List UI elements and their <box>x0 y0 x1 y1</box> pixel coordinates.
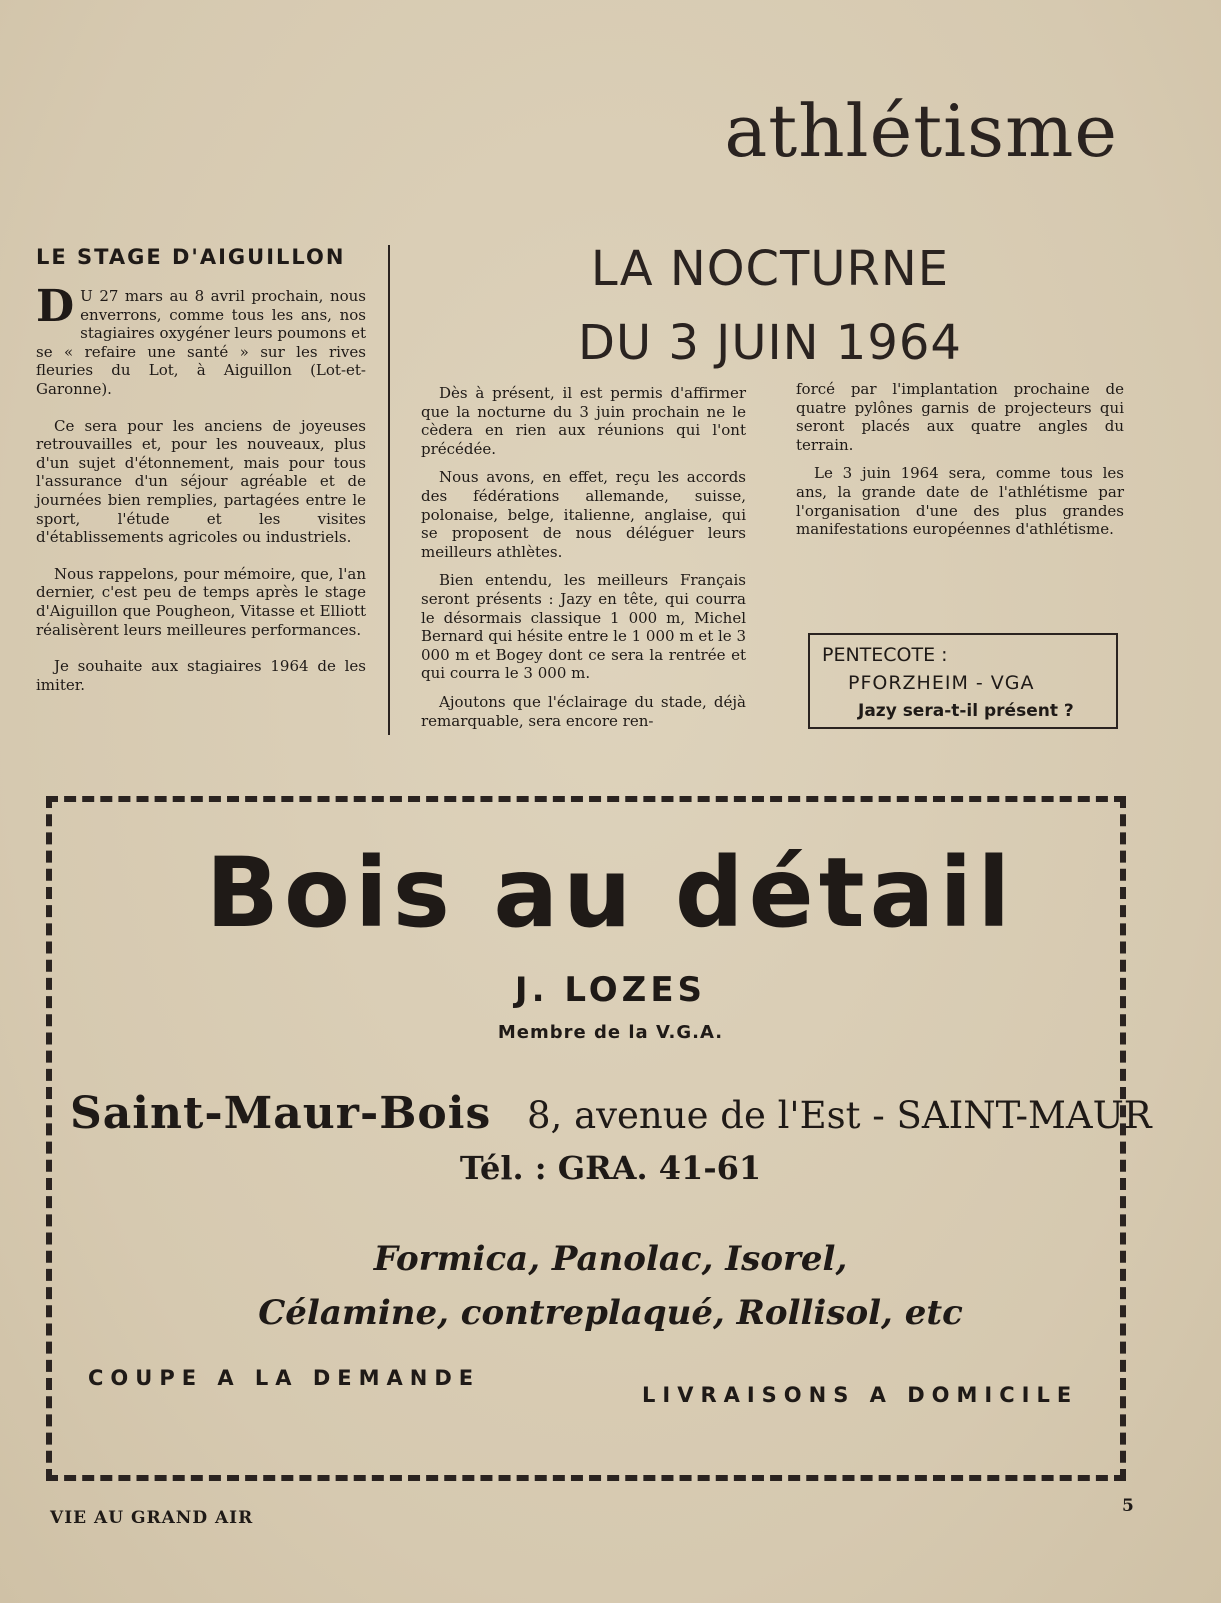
ad-brand: Saint-Maur-Bois <box>70 1088 492 1139</box>
ad-owner-name: J. LOZES <box>514 970 707 1010</box>
left-article-paragraph-4: Je souhaite aux stagiaires 1964 de les imiter. <box>36 657 366 694</box>
ad-membership: Membre de la V.G.A. <box>497 1022 724 1043</box>
ad-phone: Tél. : GRA. 41-61 <box>459 1149 762 1187</box>
main-article-paragraph-1: Dès à présent, il est permis d'affirmer que la nocturne du 3 juin prochain ne le cèdera en rien aux réunions qui l'ont précédée. <box>421 384 746 458</box>
main-article-headline <box>420 232 1120 381</box>
ad-title: Bois au détail <box>205 837 1016 949</box>
ad-separator: - <box>872 1094 885 1137</box>
main-article-paragraph-3: Bien entendu, les meilleurs Français seront présents : Jazy en tête, qui courra le désormais classique 1 000 m, Michel Bernard qui hésite entre le 1 000 m et le 3 000 m et Bogey dont ce sera la rentrée et qui courra le 3 000 m. <box>421 571 746 683</box>
ad-address <box>70 1088 1152 1139</box>
ad-products-line-1: Formica, Panolac, Isorel, <box>373 1239 848 1279</box>
column-divider <box>388 245 390 735</box>
main-article-column-1 <box>421 384 746 740</box>
page-number: 5 <box>1122 1496 1134 1516</box>
main-article-paragraph-6: Le 3 juin 1964 sera, comme tous les ans, la grande date de l'athlétisme par l'organisation d'une des plus grandes manifestations européennes d'athlétisme. <box>796 464 1124 539</box>
pentecote-box <box>808 633 1118 729</box>
ad-products-line-2: Célamine, contreplaqué, Rollisol, etc <box>258 1293 963 1333</box>
ad-products <box>0 1232 1221 1340</box>
ad-city: SAINT-MAUR <box>896 1094 1152 1137</box>
ad-street: 8, avenue de l'Est <box>527 1094 861 1137</box>
left-article <box>36 245 366 712</box>
magazine-name: VIE AU GRAND AIR <box>50 1508 254 1528</box>
left-article-paragraph-1: D U 27 mars au 8 avril prochain, nous enverrons, comme tous les ans, nos stagiaires oxygéner leurs poumons et se « refaire une santé » sur les rives fleuries du Lot, à Aiguillon (Lot-et-Garonne). <box>36 281 366 398</box>
main-article-paragraph-5: forcé par l'implantation prochaine de quatre pylônes garnis de projecteurs qui seront placés aux quatre angles du terrain. <box>796 380 1124 454</box>
headline-line-2: DU 3 JUIN 1964 <box>578 315 962 372</box>
ad-left-tagline: COUPE A LA DEMANDE <box>88 1366 481 1390</box>
section-title: athlétisme <box>724 89 1118 173</box>
left-article-paragraph-3: Nous rappelons, pour mémoire, que, l'an dernier, c'est peu de temps après le stage d'Aiguillon que Pougheon, Vitasse et Elliott réalisèrent leurs meilleures performances. <box>36 564 366 639</box>
main-article-paragraph-4: Ajoutons que l'éclairage du stade, déjà remarquable, sera encore ren- <box>421 692 746 730</box>
box-line-1: PENTECOTE : <box>822 644 948 666</box>
main-article-column-2 <box>796 380 1124 549</box>
main-article-paragraph-2: Nous avons, en effet, reçu les accords des fédérations allemande, suisse, polonaise, belge, italienne, anglaise, qui se proposent de nous déléguer leurs meilleurs athlètes. <box>421 468 746 561</box>
headline-line-1: LA NOCTURNE <box>590 241 950 297</box>
ad-right-tagline: LIVRAISONS A DOMICILE <box>642 1383 1079 1407</box>
left-article-title: LE STAGE D'AIGUILLON <box>36 245 346 269</box>
box-line-3: Jazy sera-t-il présent ? <box>858 701 1074 721</box>
left-article-paragraph-2: Ce sera pour les anciens de joyeuses retrouvailles et, pour les nouveaux, plus d'un sujet d'étonnement, mais pour tous l'assurance d'un séjour agréable et de journées bien remplies, partagées entre le sport, l'étude et les visites d'établissements agricoles ou industriels. <box>36 416 366 547</box>
dropcap-letter: D <box>36 281 75 332</box>
box-line-2: PFORZHEIM - VGA <box>848 672 1035 694</box>
